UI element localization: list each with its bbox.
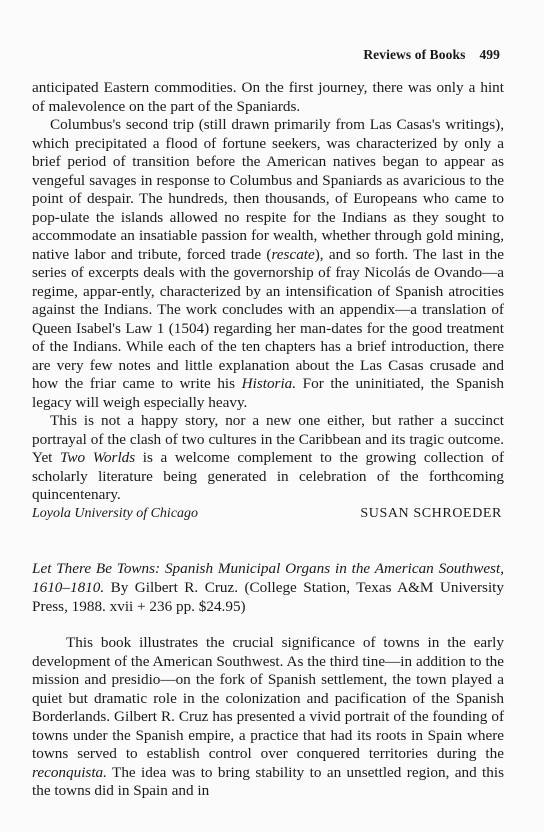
reviewer-signature: [32, 505, 504, 524]
review1-paragraph-3: [32, 412, 504, 505]
text-run: For the uninitiated, the Spanish legacy will weigh especially heavy.: [32, 375, 504, 411]
text-run: This is not a happy story, nor a new one either, but rather a succinct portrayal of the clash of two cultures in the Caribbean and its tragic outcome. Yet: [32, 412, 504, 466]
review1-paragraph-1: anticipated Eastern commodities. On the first journey, there was only a hint of malevolence on the part of the Spaniards.: [32, 79, 504, 115]
text-run: The idea was to bring stability to an unsettled region, and this the towns did in Spain and in: [32, 763, 504, 799]
reviewer-affiliation: Loyola University of Chicago: [32, 505, 199, 521]
text-run: is a welcome complement to the growing collection of scholarly literature being generated in celebration of the forthcoming quincentenary.: [32, 449, 505, 503]
italic-term: rescate: [271, 245, 315, 263]
review1-paragraph-2: [32, 116, 504, 412]
review2-citation: [32, 559, 504, 616]
page-body: [32, 79, 504, 801]
reviewer-name: SUSAN SCHROEDER: [360, 505, 502, 521]
italic-term: Historia.: [241, 375, 297, 392]
text-run: Columbus's second trip (still drawn primarily from Las Casas's writings), which precipitated a flood of fortune seekers, was characterized by only a brief period of transition before the American natives began to appear as vengeful savages in response to Columbus and Spaniards as avaricious to the point of despair. The hundreds, then thousands, of Europeans who came to pop-ulate the islands allowed no respite for the Indians as they sought to accommodate an insatiable passion for wealth, whether through gold mining, native labor and tribute, forced trade (: [32, 116, 504, 263]
book-publication-info: By Gilbert R. Cruz. (College Station, Texas A&M University Press, 1988. xvii + 236 pp. $24.95): [32, 579, 504, 615]
section-gap: [32, 616, 504, 634]
italic-term: reconquista.: [32, 763, 107, 781]
italic-title: Two Worlds: [60, 449, 136, 466]
text-run: ), and so forth. The last in the series of excerpts deals with the governorship of fray Nicolás de Ovando—a regime, appar-ently, characterized by an intensification of Spanish atrocities against the Indians. The work concludes with an appendix—a translation of Queen Isabel's Law 1 (1504) regarding her man-dates for the good treatment of the Indians. While each of the ten chapters has a brief introduction, there are very few notes and little explanation about the Las Casas crusade and how the friar came to write his: [32, 245, 504, 392]
section-gap: [32, 523, 504, 559]
running-head-title: Reviews of Books: [363, 47, 466, 62]
page-number: 499: [479, 47, 500, 62]
text-run: This book illustrates the crucial significance of towns in the early development of the American Southwest. As the third tine—in addition to the mission and presidio—on the fork of Spanish settlement, the town played a quiet but dramatic role in the colonization and pacification of the Spanish Borderlands. Gilbert R. Cruz has presented a vivid portrait of the founding of towns under the Spanish empire, a practice that had its roots in Spain where towns served to establish control over conquered territories during the: [32, 634, 504, 762]
book-title: Let There Be Towns: Spanish Municipal Organs in the American Southwest, 1610–1810.: [32, 560, 504, 596]
running-head: [363, 47, 500, 63]
review2-paragraph-1: [32, 634, 504, 801]
